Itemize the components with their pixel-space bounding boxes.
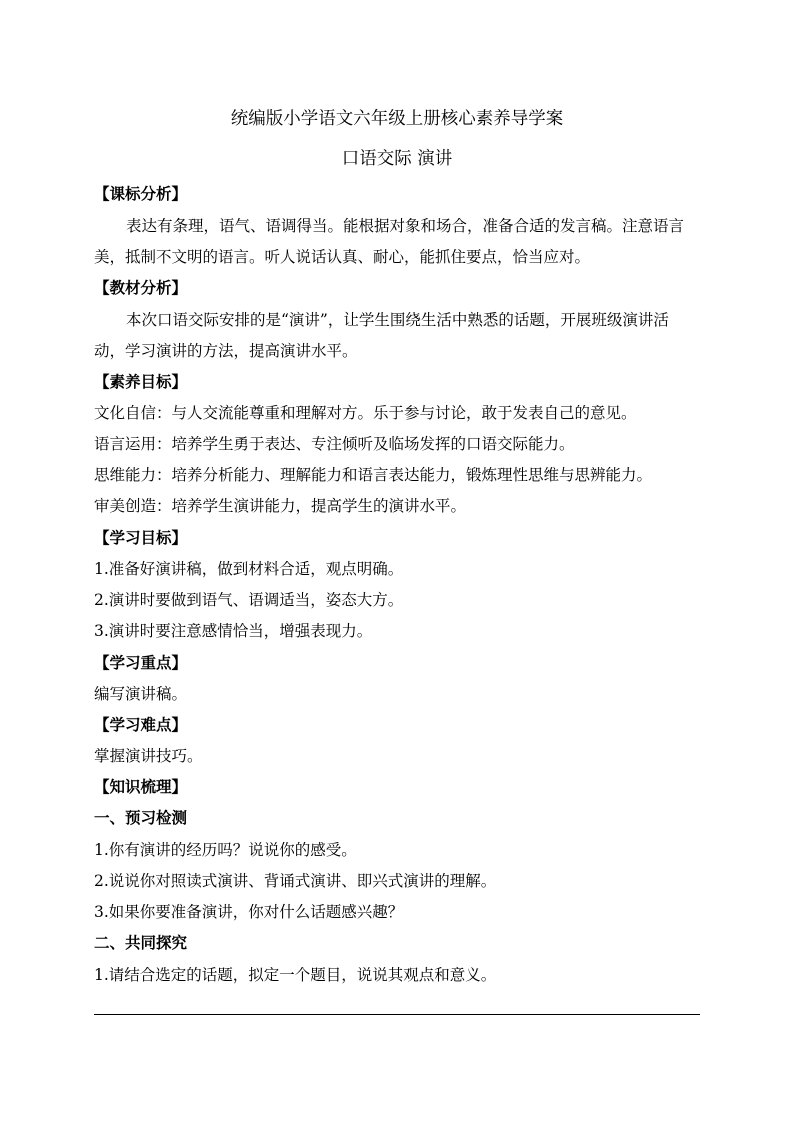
yuxi-item: 2.说说你对照读式演讲、背诵式演讲、即兴式演讲的理解。: [94, 872, 497, 890]
xuexi-mubiao-item: 2.演讲时要做到语气、语调适当，姿态大方。: [94, 591, 404, 609]
section-heading-xuexi-mubiao: 【学习目标】: [94, 528, 188, 547]
yuxi-item: 3.如果你要准备演讲，你对什么话题感兴趣？: [94, 903, 404, 921]
section-heading-nandian: 【学习难点】: [94, 715, 188, 734]
jiaocai-paragraph-line-2: 动，学习演讲的方法，提高演讲水平。: [94, 342, 358, 360]
document-title: 统编版小学语文六年级上册核心素养导学案: [230, 109, 564, 129]
xuexi-mubiao-item: 1.准备好演讲稿，做到材料合适，观点明确。: [94, 560, 404, 578]
section-heading-zhishi: 【知识梳理】: [94, 777, 188, 796]
kebiao-paragraph-line-2: 美，抵制不文明的语言。听人说话认真、耐心，能抓住要点，恰当应对。: [94, 248, 591, 266]
xuexi-mubiao-item: 3.演讲时要注意感情恰当，增强表现力。: [94, 622, 373, 640]
yuxi-item: 1.你有演讲的经历吗？说说你的感受。: [94, 841, 357, 859]
section-heading-suyang: 【素养目标】: [94, 372, 188, 391]
section-heading-jiaocai: 【教材分析】: [94, 278, 188, 297]
suyang-item: 审美创造：培养学生演讲能力，提高学生的演讲水平。: [94, 497, 467, 515]
document-subtitle: 口语交际 演讲: [341, 149, 453, 169]
suyang-item: 思维能力：培养分析能力、理解能力和语言表达能力，锻炼理性思维与思辨能力。: [94, 466, 653, 484]
suyang-item: 语言运用：培养学生勇于表达、专注倾听及临场发挥的口语交际能力。: [94, 435, 575, 453]
section-heading-kebiao: 【课标分析】: [94, 184, 188, 203]
kebiao-paragraph-line-1: 表达有条理，语气、语调得当。能根据对象和场合，准备合适的发言稿。注意语言: [126, 217, 685, 235]
jiaocai-paragraph-line-1: 本次口语交际安排的是“演讲”，让学生围绕生活中熟悉的话题，开展班级演讲活: [126, 311, 669, 329]
section-heading-zhongdian: 【学习重点】: [94, 653, 188, 672]
tanjiu-item: 1.请结合选定的话题，拟定一个题目，说说其观点和意义。: [94, 966, 497, 984]
nandian-text: 掌握演讲技巧。: [94, 747, 203, 765]
suyang-item: 文化自信：与人交流能尊重和理解对方。乐于参与讨论，敢于发表自己的意见。: [94, 404, 637, 422]
subsection-heading-tanjiu: 二、共同探究: [94, 933, 188, 952]
subsection-heading-yuxi: 一、预习检测: [94, 808, 188, 827]
answer-line: [94, 1014, 700, 1015]
zhongdian-text: 编写演讲稿。: [94, 685, 188, 703]
